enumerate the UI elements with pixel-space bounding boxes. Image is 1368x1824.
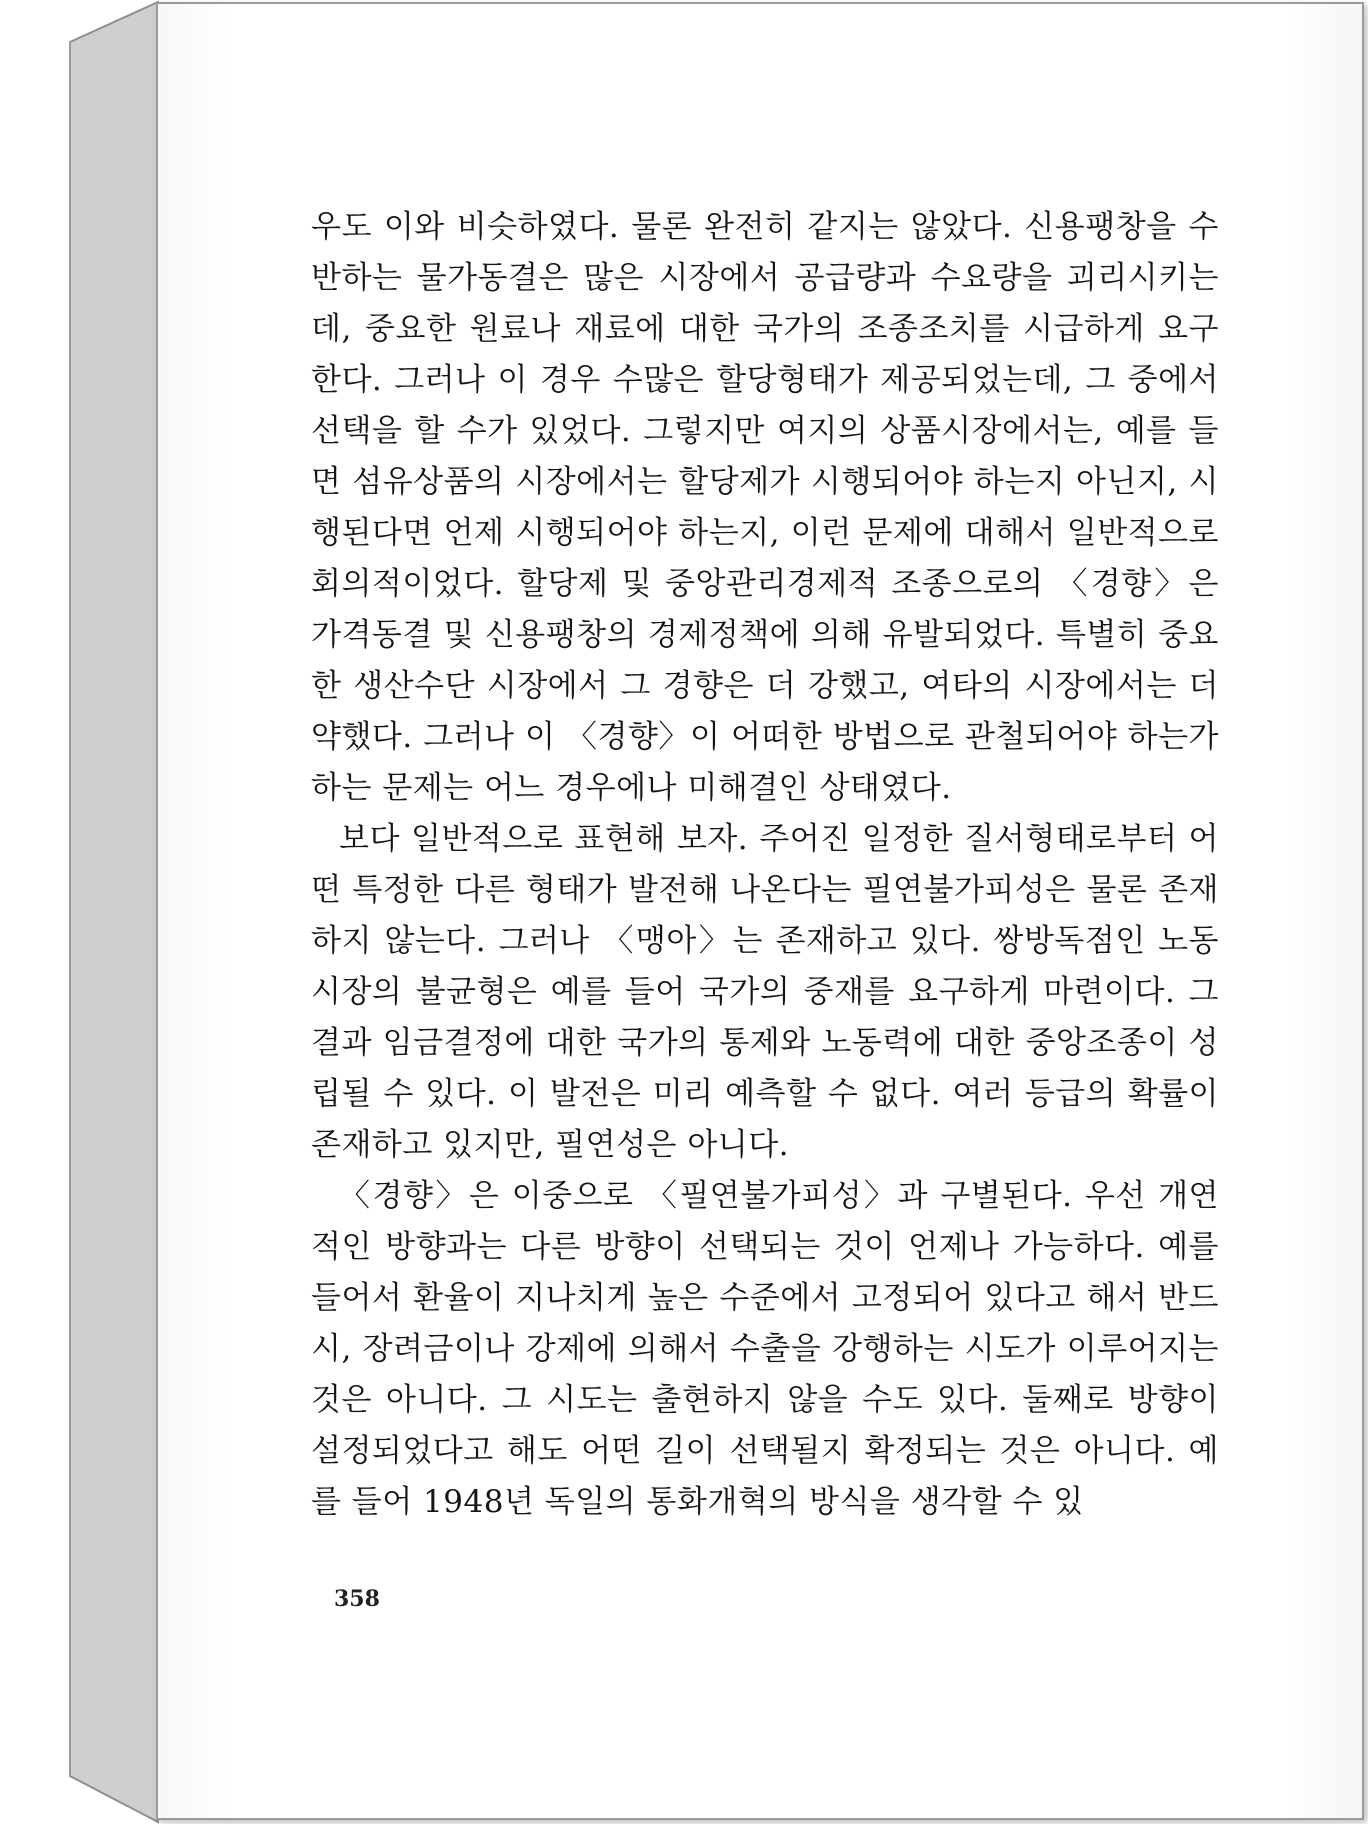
paragraph-continued: 우도 이와 비슷하였다. 물론 완전히 같지는 않았다. 신용팽창을 수반하는 물가동결은 많은 시장에서 공급량과 수요량을 괴리시키는데, 중요한 원료나 재료에 대한 국가의 조종조치를 시급하게 요구한다. 그러나 이 경우 수많은 할당형태가 제공되었는데, 그 중에서 선택을 할 수가 있었다. 그렇지만 여지의 상품시장에서는, 예를 들면 섬유상품의 시장에서는 할당제가 시행되어야 하는지 아닌지, 시행된다면 언제 시행되어야 하는지, 이런 문제에 대해서 일반적으로 회의적이었다. 할당제 및 중앙관리경제적 조종으로의 〈경향〉은 가격동결 및 신용팽창의 경제정책에 의해 유발되었다. 특별히 중요한 생산수단 시장에서 그 경향은 더 강했고, 여타의 시장에서는 더 약했다. 그러나 이 〈경향〉이 어떠한 방법으로 관철되어야 하는가 하는 문제는 어느 경우에나 미해결인 상태였다. [311, 209, 1219, 806]
paragraph: 보다 일반적으로 표현해 보자. 주어진 일정한 질서형태로부터 어떤 특정한 다른 형태가 발전해 나온다는 필연불가피성은 물론 존재하지 않는다. 그러나 〈맹아〉는 존재하고 있다. 쌍방독점인 노동시장의 불균형은 예를 들어 국가의 중재를 요구하게 마련이다. 그 결과 임금결정에 대한 국가의 통제와 노동력에 대한 중앙조종이 성립될 수 있다. 이 발전은 미리 예측할 수 없다. 여러 등급의 확률이 존재하고 있지만, 필연성은 아니다. [311, 821, 1219, 1163]
page-body-text [311, 202, 1219, 1528]
paragraph: 〈경향〉은 이중으로 〈필연불가피성〉과 구별된다. 우선 개연적인 방향과는 다른 방향이 선택되는 것이 언제나 가능하다. 예를 들어서 환율이 지나치게 높은 수준에서 고정되어 있다고 해서 반드시, 장려금이나 강제에 의해서 수출을 강행하는 시도가 이루어지는 것은 아니다. 그 시도는 출현하지 않을 수도 있다. 둘째로 방향이 설정되었다고 해도 어떤 길이 선택될지 확정되는 것은 아니다. 예를 들어 1948년 독일의 통화개혁의 방식을 생각할 수 있 [311, 1178, 1219, 1520]
page-number: 358 [334, 1586, 380, 1612]
book-spine [0, 0, 160, 1824]
